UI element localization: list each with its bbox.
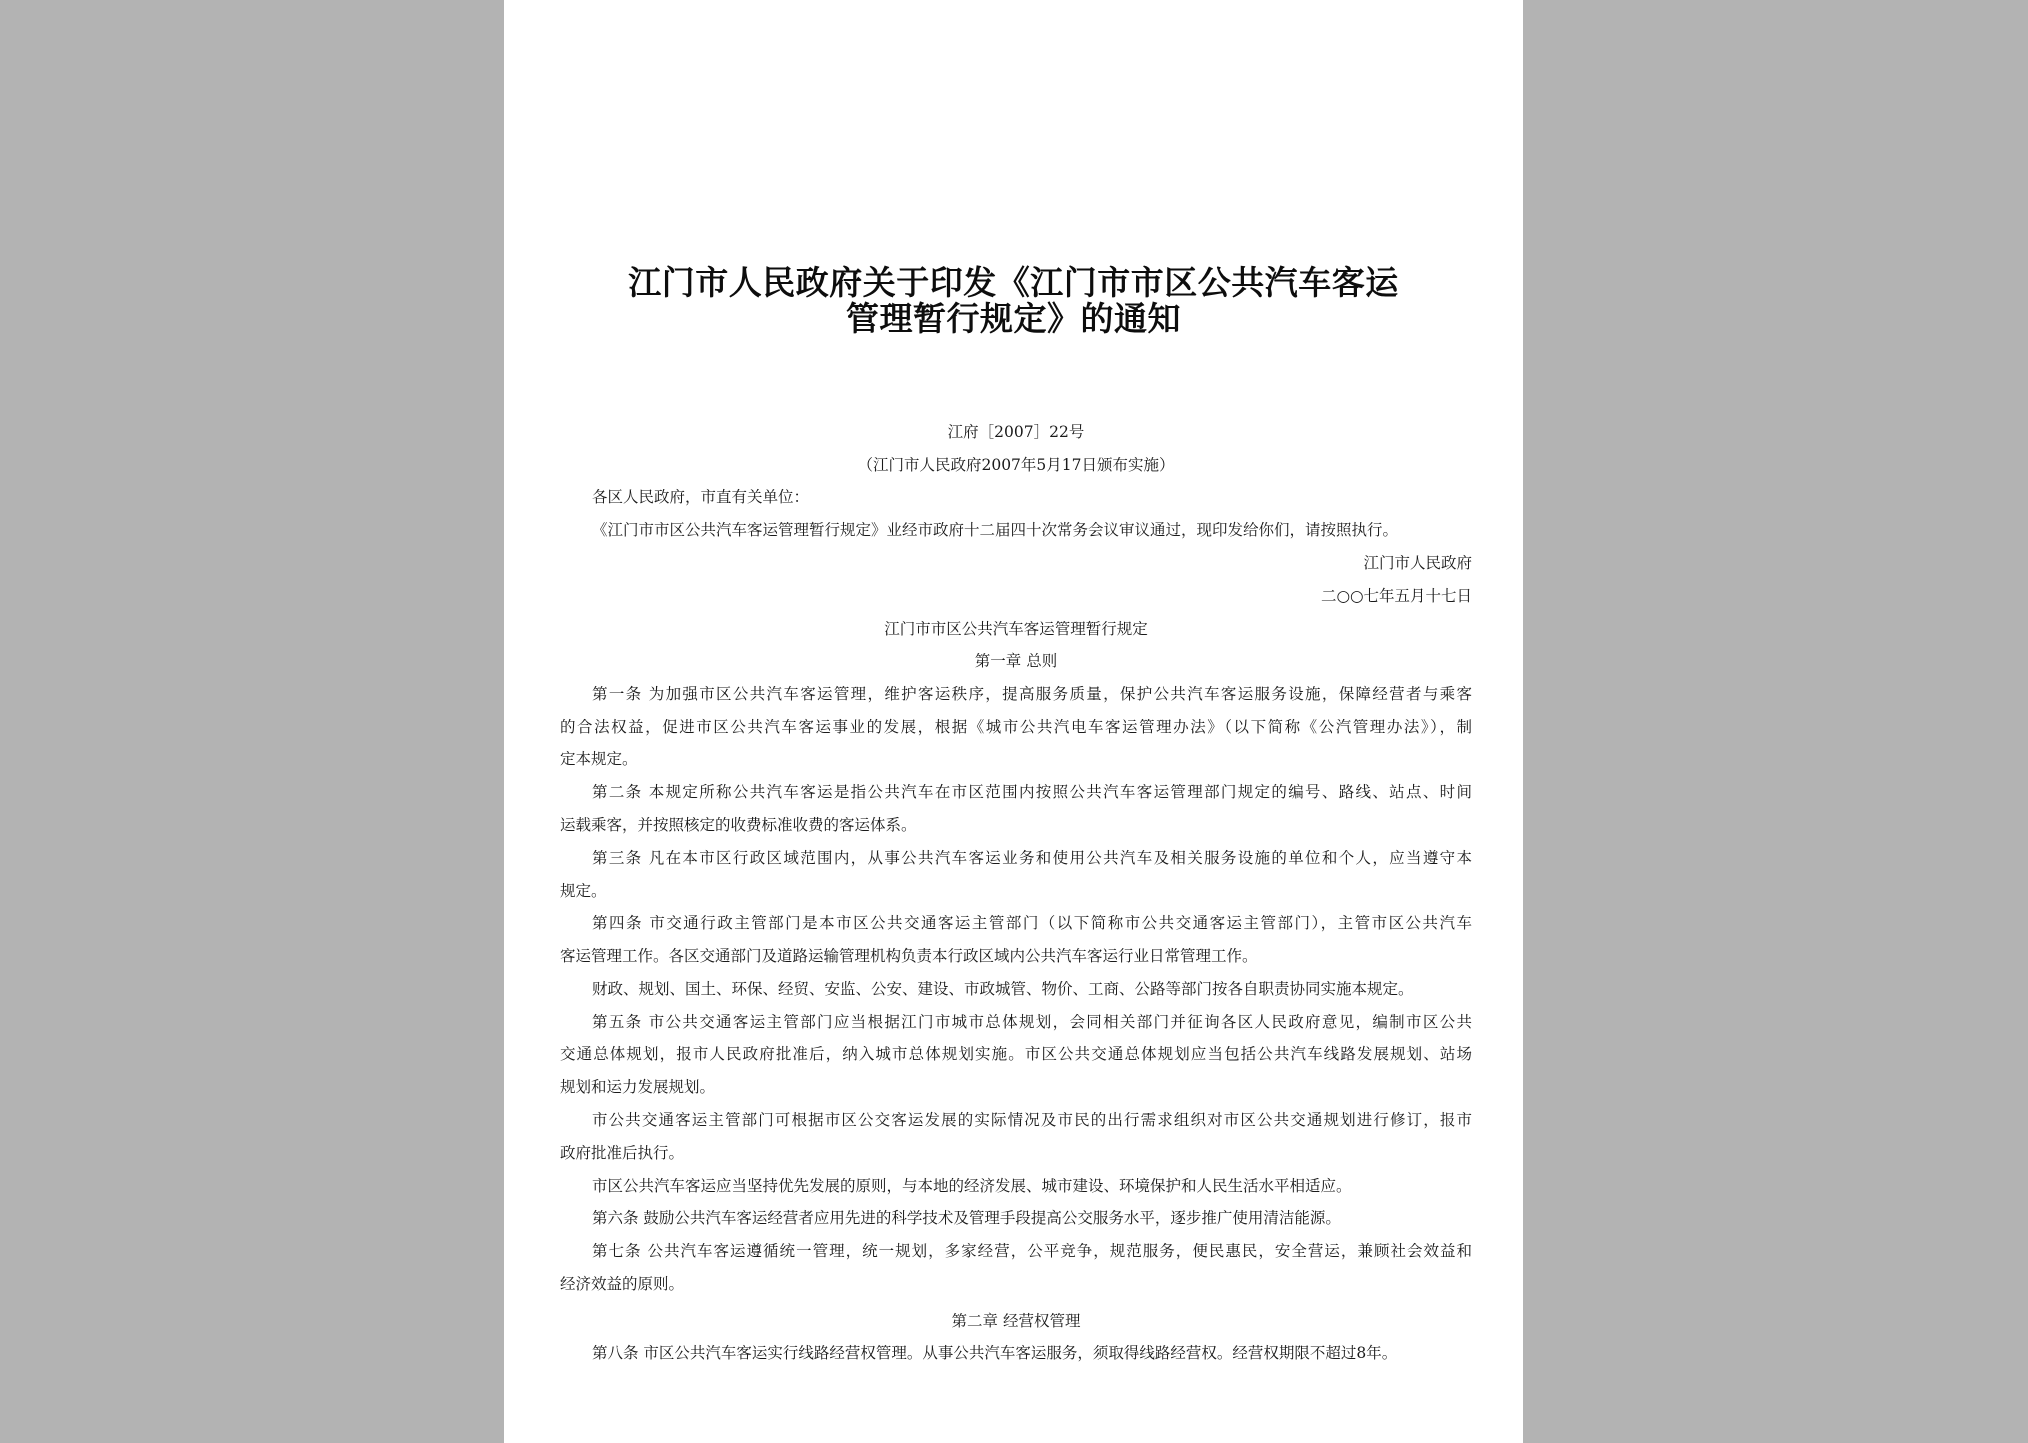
issue-note: （江门市人民政府2007年5月17日颁布实施） xyxy=(857,456,1175,474)
signature-organization: 江门市人民政府 xyxy=(1363,554,1472,572)
chapter-heading: 第二章 经营权管理 xyxy=(951,1312,1081,1330)
document-title-line-1: 江门市人民政府关于印发《江门市市区公共汽车客运 xyxy=(628,263,1399,302)
body-line: 交通总体规划，报市人民政府批准后，纳入城市总体规划实施。市区公共交通总体规划应当包括公共汽车线路发展规划、站场 xyxy=(560,1045,1472,1063)
body-line: 运载乘客，并按照核定的收费标准收费的客运体系。 xyxy=(560,816,917,834)
body-line: 第一条 为加强市区公共汽车客运管理，维护客运秩序，提高服务质量，保护公共汽车客运服务设施，保障经营者与乘客 xyxy=(592,685,1472,703)
body-line: 政府批准后执行。 xyxy=(560,1144,685,1162)
body-line: 市区公共汽车客运应当坚持优先发展的原则，与本地的经济发展、城市建设、环境保护和人民生活水平相适应。 xyxy=(592,1177,1352,1195)
document-page xyxy=(504,0,1523,1443)
body-line: 定本规定。 xyxy=(560,750,638,768)
intro-paragraph: 《江门市市区公共汽车客运管理暂行规定》业经市政府十二届四十次常务会议审议通过，现印发给你们，请按照执行。 xyxy=(592,521,1399,539)
body-line: 第三条 凡在本市区行政区域范围内，从事公共汽车客运业务和使用公共汽车及相关服务设施的单位和个人，应当遵守本 xyxy=(592,849,1472,867)
signature-date: 二○○七年五月十七日 xyxy=(1320,587,1472,605)
body-line: 规定。 xyxy=(560,882,607,900)
body-line: 第二条 本规定所称公共汽车客运是指公共汽车在市区范围内按照公共汽车客运管理部门规定的编号、路线、站点、时间 xyxy=(592,783,1472,801)
chapter-heading: 第一章 总则 xyxy=(974,652,1058,670)
body-line: 第六条 鼓励公共汽车客运经营者应用先进的科学技术及管理手段提高公交服务水平，逐步推广使用清洁能源。 xyxy=(592,1209,1341,1227)
salutation: 各区人民政府，市直有关单位： xyxy=(592,488,810,506)
body-line: 第四条 市交通行政主管部门是本市区公共交通客运主管部门（以下简称市公共交通客运主管部门），主管市区公共汽车 xyxy=(592,914,1472,932)
body-line: 财政、规划、国土、环保、经贸、安监、公安、建设、市政城管、物价、工商、公路等部门按各自职责协同实施本规定。 xyxy=(592,980,1414,998)
body-line: 第七条 公共汽车客运遵循统一管理，统一规划，多家经营，公平竞争，规范服务，便民惠民，安全营运，兼顾社会效益和 xyxy=(592,1242,1472,1260)
body-line: 的合法权益，促进市区公共汽车客运事业的发展，根据《城市公共汽电车客运管理办法》（以下简称《公汽管理办法》），制 xyxy=(560,718,1472,736)
regulation-title: 江门市市区公共汽车客运管理暂行规定 xyxy=(884,620,1148,638)
body-line: 第五条 市公共交通客运主管部门应当根据江门市城市总体规划，会同相关部门并征询各区人民政府意见，编制市区公共 xyxy=(592,1013,1472,1031)
body-line: 经济效益的原则。 xyxy=(560,1275,685,1293)
body-line: 第八条 市区公共汽车客运实行线路经营权管理。从事公共汽车客运服务，须取得线路经营权。经营权期限不超过8年。 xyxy=(592,1344,1398,1362)
document-number: 江府［2007］22号 xyxy=(947,423,1085,441)
body-line: 客运管理工作。各区交通部门及道路运输管理机构负责本行政区域内公共汽车客运行业日常管理工作。 xyxy=(560,947,1258,965)
document-title-line-2: 管理暂行规定》的通知 xyxy=(846,299,1181,338)
body-line: 市公共交通客运主管部门可根据市区公交客运发展的实际情况及市民的出行需求组织对市区公共交通规划进行修订，报市 xyxy=(592,1111,1472,1129)
body-line: 规划和运力发展规划。 xyxy=(560,1078,716,1096)
